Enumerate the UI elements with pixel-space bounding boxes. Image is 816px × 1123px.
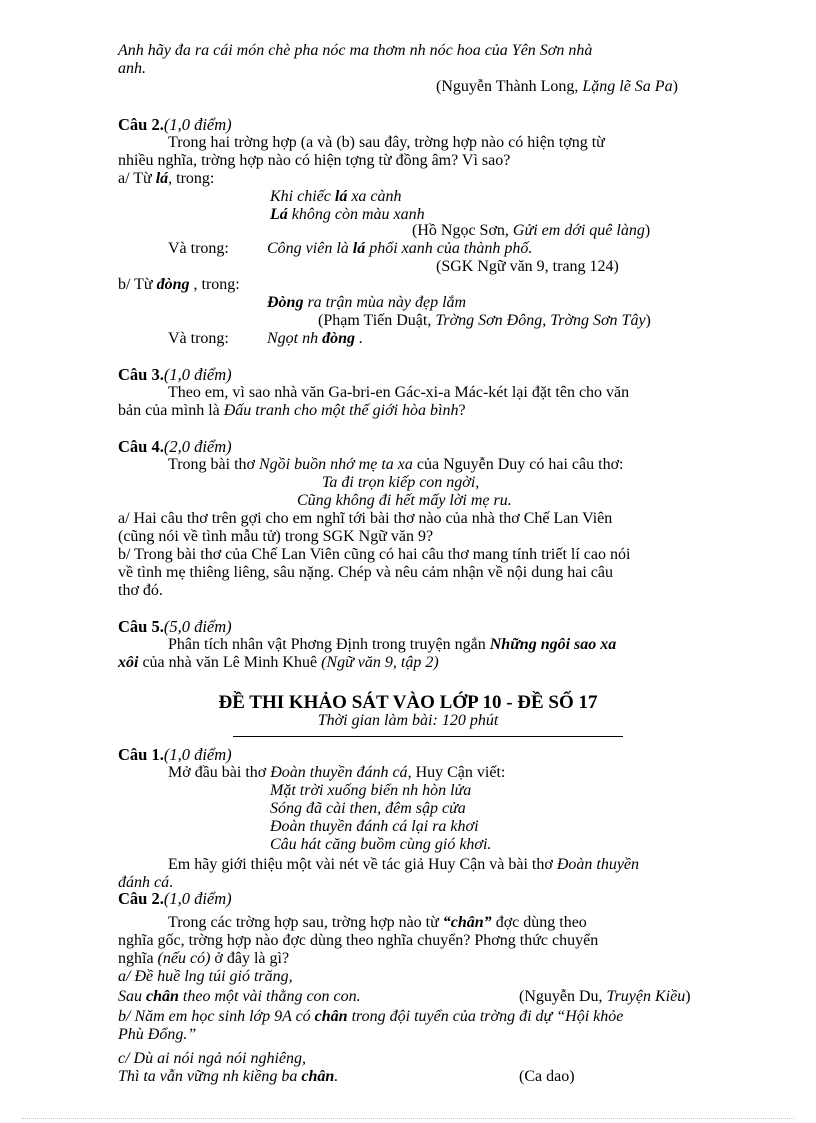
exam17-question-2-text-3: nghĩa (nếu có) ở đây là gì? <box>118 950 290 967</box>
huy-can-verse-2: Sóng đã cài then, đêm sập cửa <box>270 800 466 817</box>
question-5-heading: Câu 5.(5,0 điểm) <box>118 617 232 636</box>
question-5-text-2: xôi của nhà văn Lê Minh Khuê (Ngữ văn 9, tập 2) <box>118 654 439 671</box>
huy-can-verse-4: Câu hát căng buồm cùng gió khơi. <box>270 836 492 853</box>
va-trong-label: Và trong: <box>168 240 229 257</box>
intro-line-1: Anh hãy đa ra cái món chè pha nóc ma thơm nh nóc hoa của Yên Sơn nhà <box>118 42 593 59</box>
poem-citation: (Hồ Ngọc Sơn, Gửi em dới quê làng) <box>412 222 651 239</box>
question-4-heading: Câu 4.(2,0 điểm) <box>118 437 232 456</box>
exam17-question-1-task-2: đánh cá. <box>118 874 174 891</box>
question-2-part-a: a/ Từ lá, trong: <box>118 170 215 187</box>
exam17-question-2-text-1: Trong các trờng hợp sau, trờng hợp nào từ “chân” đợc dùng theo <box>168 914 587 931</box>
question-4-text-1: Trong bài thơ Ngồi buồn nhớ mẹ ta xa của Nguyễn Duy có hai câu thơ: <box>168 456 624 473</box>
part-b-sentence-2: Phù Đổng.” <box>118 1026 197 1043</box>
ngot-phrase: Ngọt nh đòng . <box>267 330 364 347</box>
exam-title: ĐỀ THI KHẢO SÁT VÀO LỚP 10 - ĐỀ SỐ 17 <box>218 692 598 713</box>
exam17-question-1-task-1: Em hãy giới thiệu một vài nét về tác giả Huy Cận và bài thơ Đoàn thuyền <box>168 856 640 873</box>
verse-line-1: Ta đi trọn kiếp con ngời, <box>322 474 480 491</box>
huy-can-verse-3: Đoàn thuyền đánh cá lại ra khơi <box>270 818 479 835</box>
question-5-text-1: Phân tích nhân vật Phơng Định trong truyện ngắn Những ngôi sao xa <box>168 636 617 653</box>
va-trong-label-2: Và trong: <box>168 330 229 347</box>
exam17-question-1-heading: Câu 1.(1,0 điểm) <box>118 745 232 764</box>
question-2-heading: Câu 2.(1,0 điểm) <box>118 115 232 134</box>
exam17-question-1-text: Mở đầu bài thơ Đoàn thuyền đánh cá, Huy Cận viết: <box>168 764 506 781</box>
question-4-part-b-1: b/ Trong bài thơ của Chế Lan Viên cũng có hai câu thơ mang tính triết lí cao nói <box>118 546 631 563</box>
question-3-text-1: Theo em, vì sao nhà văn Ga-bri-en Gác-xi-a Mác-két lại đặt tên cho văn <box>168 384 630 401</box>
ca-dao-verse-1: c/ Dù ai nói ngả nói nghiêng, <box>118 1050 306 1067</box>
question-2-text-1: Trong hai trờng hợp (a và (b) sau đây, trờng hợp nào có hiện tợng từ <box>168 134 605 151</box>
question-2-text-2: nhiều nghĩa, trờng hợp nào có hiện tợng từ đồng âm? Vì sao? <box>118 152 511 169</box>
intro-citation: (Nguyễn Thành Long, Lặng lẽ Sa Pa) <box>436 78 678 95</box>
question-4-part-a-1: a/ Hai câu thơ trên gợi cho em nghĩ tới bài thơ nào của nhà thơ Chế Lan Viên <box>118 510 613 527</box>
kieu-citation: (Nguyễn Du, Truyện Kiều) <box>519 988 691 1005</box>
question-3-heading: Câu 3.(1,0 điểm) <box>118 365 232 384</box>
question-3-text-2: bản của mình là Đấu tranh cho một thế giới hòa bình? <box>118 402 466 419</box>
huy-can-verse-1: Mặt trời xuống biển nh hòn lửa <box>270 782 472 799</box>
question-4-part-b-2: về tình mẹ thiêng liêng, sâu nặng. Chép và nêu cảm nhận về nội dung hai câu <box>118 564 613 581</box>
title-divider <box>233 736 623 737</box>
verse-line-2: Cũng không đi hết mấy lời mẹ ru. <box>297 492 512 509</box>
kieu-verse-2: Sau chân theo một vài thằng con con. <box>118 988 361 1005</box>
pham-citation: (Phạm Tiến Duật, Trờng Sơn Đông, Trờng Sơn Tây) <box>318 312 651 329</box>
question-4-part-b-3: thơ đó. <box>118 582 163 599</box>
dong-poem-line: Đòng ra trận mùa này đẹp lắm <box>267 294 467 311</box>
ca-dao-citation: (Ca dao) <box>519 1068 575 1085</box>
exam-subtitle: Thời gian làm bài: 120 phút <box>317 712 499 729</box>
poem-line-1: Khi chiếc lá xa cành <box>270 188 402 205</box>
part-b-sentence-1: b/ Năm em học sinh lớp 9A có chân trong đội tuyển của trờng đi dự “Hội khỏe <box>118 1008 624 1025</box>
exam17-question-2-heading: Câu 2.(1,0 điểm) <box>118 889 232 908</box>
kieu-verse-1: a/ Đề huề lng túi gió trăng, <box>118 968 293 985</box>
ca-dao-verse-2: Thì ta vẫn vững nh kiềng ba chân. <box>118 1068 339 1085</box>
question-2-part-b: b/ Từ đòng , trong: <box>118 276 240 293</box>
poem-line-2: Lá không còn màu xanh <box>270 206 425 223</box>
exam17-question-2-text-2: nghĩa gốc, trờng hợp nào đợc dùng theo nghĩa chuyển? Phơng thức chuyển <box>118 932 599 949</box>
intro-line-2: anh. <box>118 60 146 77</box>
page-bottom-dotted-rule <box>22 1118 794 1119</box>
question-4-part-a-2: (cũng nói về tình mẫu tử) trong SGK Ngữ văn 9? <box>118 528 434 545</box>
sgk-citation: (SGK Ngữ văn 9, trang 124) <box>436 258 619 275</box>
park-sentence: Công viên là lá phổi xanh của thành phố. <box>267 240 533 257</box>
